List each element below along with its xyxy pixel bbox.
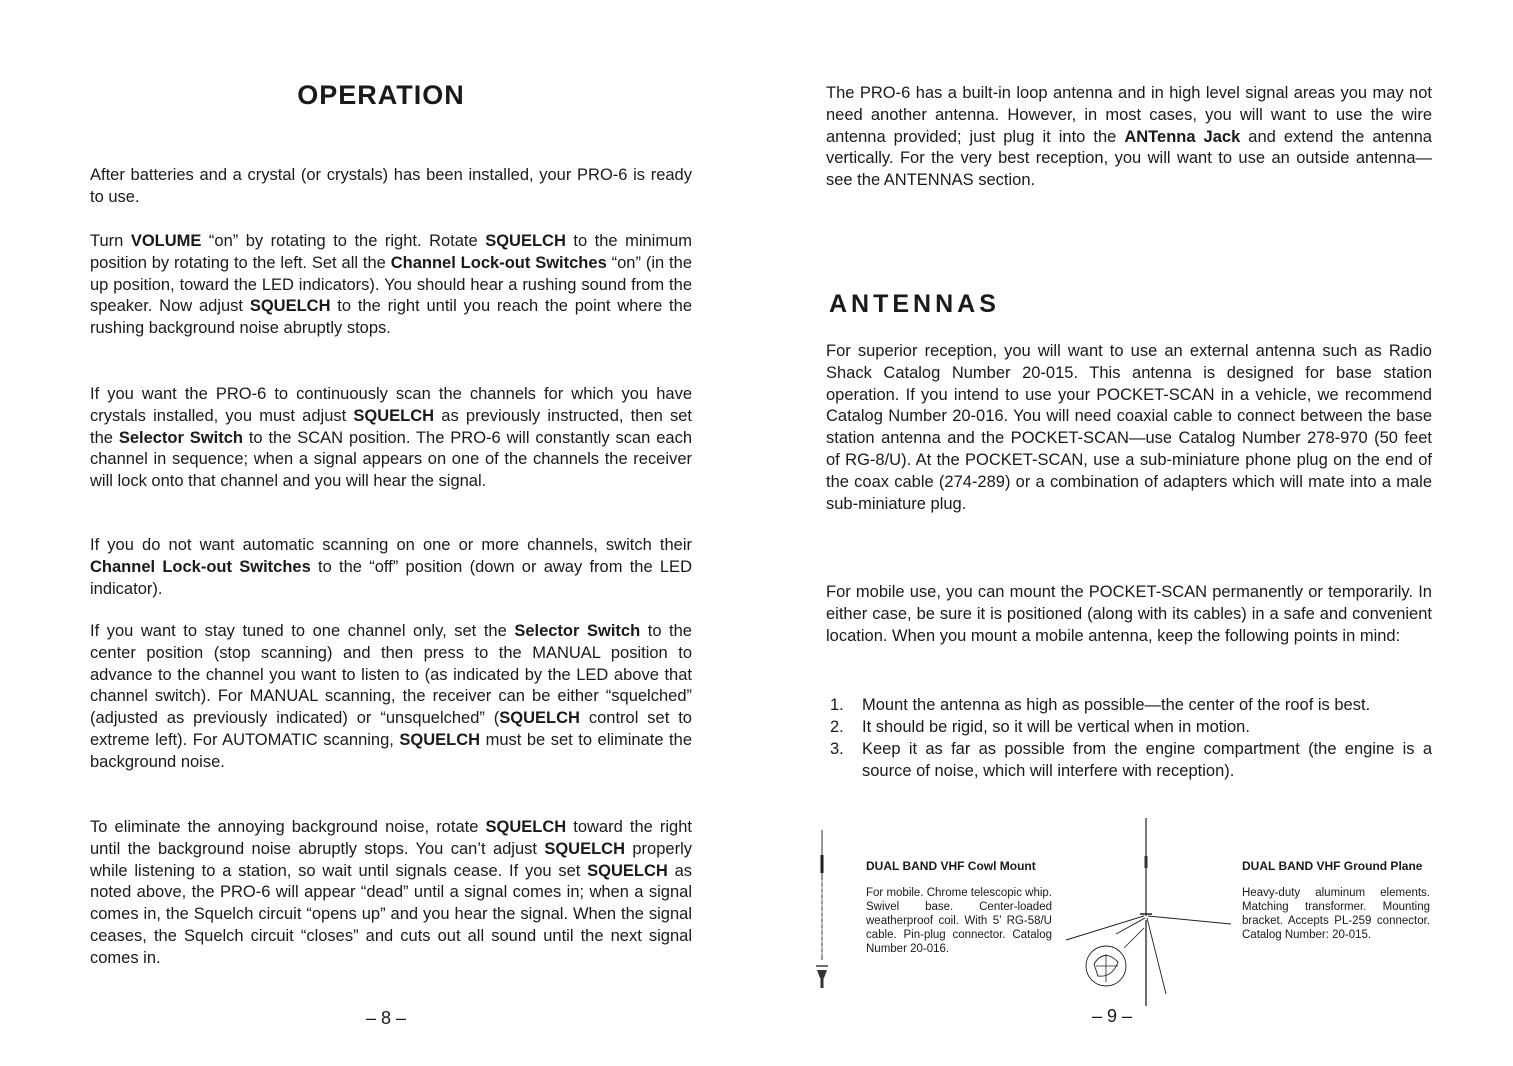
figure-heading: DUAL BAND VHF Cowl Mount — [866, 859, 1036, 873]
bold-term: Channel Lock-out Switches — [90, 557, 311, 576]
right-page — [826, 0, 1432, 1066]
bold-term: SQUELCH — [499, 709, 580, 728]
bold-term: ANTenna Jack — [1124, 127, 1241, 146]
antenna-guidelines-list — [826, 694, 1432, 782]
list-text: Keep it as far as possible from the engine compartment (the engine is a source of noise, which will interfere with reception). — [862, 740, 1432, 780]
paragraph: If you do not want automatic scanning on one or more channels, switch their Channel Lock-out Switches to the “off” position (down or away from the LED indicator). — [90, 536, 692, 598]
figure-caption-cowl-mount — [866, 859, 1052, 956]
bold-term: Selector Switch — [514, 622, 641, 640]
page-number: – 8 – — [366, 1008, 407, 1028]
list-number: 1. — [830, 696, 844, 714]
figure-caption-ground-plane — [1242, 859, 1430, 942]
bold-term: SQUELCH — [249, 297, 331, 316]
left-page — [90, 0, 692, 1066]
paragraph: For mobile use, you can mount the POCKET-SCAN permanently or temporarily. In either case, be sure it is positioned (along with its cables) in a safe and convenient location. When you mount a mobile antenna, keep the following points in mind: — [826, 583, 1432, 645]
list-item — [826, 738, 1432, 782]
page-number: – 9 – — [1092, 1006, 1133, 1026]
figure-description: Heavy-duty aluminum elements. Matching transformer. Mounting bracket. Accepts PL-259 connector. Catalog Number: 20-015. — [1242, 887, 1430, 941]
list-item — [826, 694, 1432, 716]
paragraph: If you want the PRO-6 to continuously scan the channels for which you have crystals installed, you must adjust SQUELCH as previously instructed, then set the Selector Switch to the SCAN position. The PRO-6 will constantly scan each channel in sequence; when a signal appears on one of the channels the receiver will lock onto that channel and you will hear the signal. — [90, 385, 692, 491]
bold-term: SQUELCH — [587, 861, 668, 880]
paragraph: If you want to stay tuned to one channel only, set the Selector Switch to the center position (stop scanning) and then press to the MANUAL position to advance to the channel you want to listen to (as indicated by the LED above that channel switch). For MANUAL scanning, the receiver can be either “squelched” (adjusted as previously indicated) or “unsquelched” (SQUELCH control set to extreme left). For AUTOMATIC scanning, SQUELCH must be set to eliminate the background noise. — [90, 622, 692, 771]
list-text: Mount the antenna as high as possible—the center of the roof is best. — [862, 696, 1371, 714]
section-title-antennas: ANTENNAS — [829, 290, 1000, 318]
list-number: 2. — [830, 718, 844, 736]
bold-term: SQUELCH — [353, 406, 435, 425]
bold-term: SQUELCH — [485, 818, 567, 836]
paragraph: To eliminate the annoying background noise, rotate SQUELCH toward the right until the background noise abruptly stops. You can’t adjust SQUELCH properly while listening to a station, so wait until signals cease. If you set SQUELCH as noted above, the PRO-6 will appear “dead” until a signal comes in; when a signal comes in, the Squelch circuit “opens up” and you hear the signal. When the signal ceases, the Squelch circuit “closes” and cuts out all sound until the next signal comes in. — [90, 818, 692, 967]
figure-description: For mobile. Chrome telescopic whip. Swivel base. Center-loaded weatherproof coil. With 5’ RG-58/U cable. Pin-plug connector. Catalog Number 20-016. — [866, 887, 1052, 955]
bold-term: SQUELCH — [485, 232, 566, 250]
bold-term: SQUELCH — [399, 730, 481, 749]
cowl-mount-antenna-illustration — [812, 820, 832, 1000]
paragraph: After batteries and a crystal (or crystals) has been installed, your PRO-6 is ready to use. — [90, 166, 692, 206]
page-title-operation: OPERATION — [297, 80, 465, 110]
bold-term: Channel Lock-out Switches — [390, 253, 607, 272]
bold-term: VOLUME — [130, 232, 202, 250]
list-number: 3. — [830, 740, 844, 758]
paragraph: For superior reception, you will want to use an external antenna such as Radio Shack Catalog Number 20-015. This antenna is designed for base station operation. If you intend to use your POCKET-SCAN in a vehicle, we recommend Catalog Number 20-016. You will need coaxial cable to connect between the base station antenna and the POCKET-SCAN—use Catalog Number 278-970 (50 feet of RG-8/U). At the POCKET-SCAN, use a sub-miniature phone plug on the end of the coax cable (274-289) or a combination of adapters which will mate into a male sub-miniature plug. — [826, 342, 1432, 513]
ground-plane-antenna-illustration — [1056, 816, 1236, 1008]
figure-heading: DUAL BAND VHF Ground Plane — [1242, 859, 1423, 873]
bold-term: Selector Switch — [118, 428, 243, 447]
paragraph: The PRO-6 has a built-in loop antenna and in high level signal areas you may not need another antenna. However, in most cases, you will want to use the wire antenna provided; just plug it into the ANTenna Jack and extend the antenna vertically. For the very best reception, you will want to use an outside antenna—see the ANTENNAS section. — [826, 84, 1432, 190]
paragraph: Turn VOLUME “on” by rotating to the right. Rotate SQUELCH to the minimum position by rotating to the left. Set all the Channel Lock-out Switches “on” (in the up position, toward the LED indicators). You should hear a rushing sound from the speaker. Now adjust SQUELCH to the right until you reach the point where the rushing background noise abruptly stops. — [90, 232, 692, 338]
list-text: It should be rigid, so it will be vertical when in motion. — [862, 718, 1250, 736]
list-item — [826, 716, 1432, 738]
bold-term: SQUELCH — [544, 839, 626, 858]
